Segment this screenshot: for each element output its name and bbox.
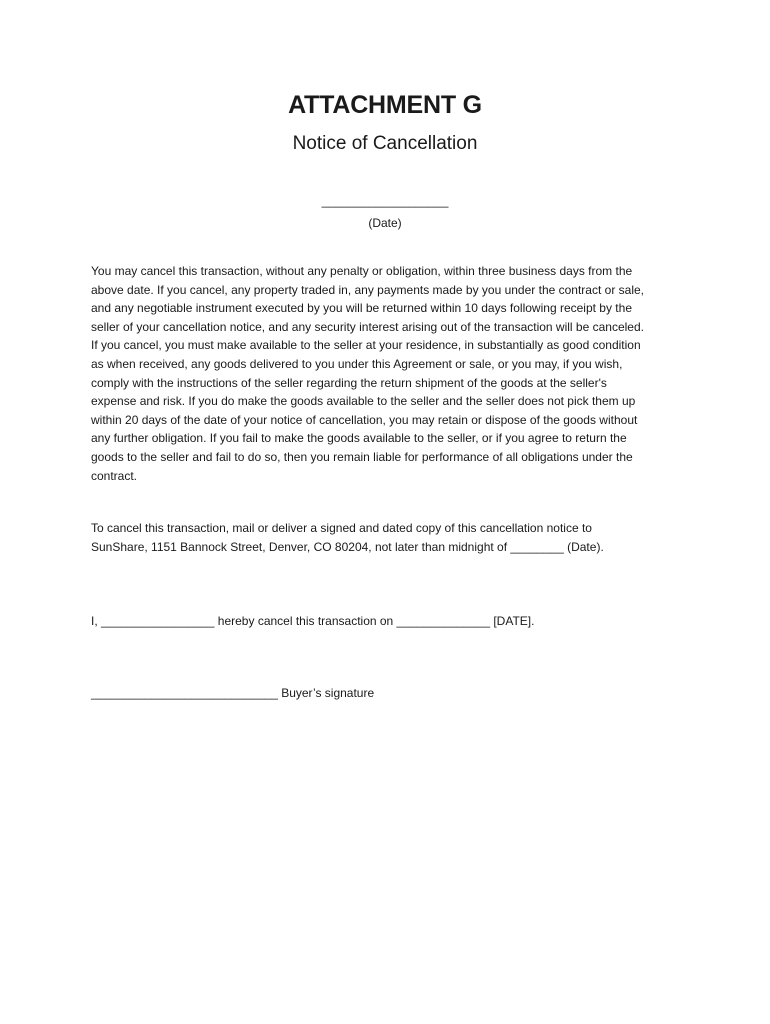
cancellation-instructions-paragraph	[91, 519, 691, 556]
paragraph-line: seller of your cancellation notice, and any security interest arising out of the transaction will be canceled.	[91, 319, 644, 334]
date-blank-line: ___________________	[321, 194, 449, 208]
paragraph-line: expense and risk. If you do make the goods available to the seller and the seller does not pick them up	[91, 394, 636, 409]
paragraph-line: If you cancel, you must make available to the seller at your residence, in substantially as good condition	[91, 338, 641, 353]
paragraph-line: To cancel this transaction, mail or deliver a signed and dated copy of this cancellation notice to	[91, 521, 592, 535]
document-title: ATTACHMENT G	[288, 91, 482, 119]
date-caption: (Date)	[368, 216, 402, 230]
paragraph-line: comply with the instructions of the seller regarding the return shipment of the goods at the seller's	[91, 375, 607, 390]
document-subtitle: Notice of Cancellation	[292, 133, 478, 154]
paragraph-line: contract.	[91, 468, 138, 483]
paragraph-line: any further obligation. If you fail to make the goods available to the seller, or if you agree to return the	[91, 431, 627, 446]
paragraph-line: above date. If you cancel, any property traded in, any payments made by you under the contract or sale,	[91, 282, 644, 297]
buyer-signature-line: ____________________________ Buyer’s signature	[91, 686, 375, 700]
paragraph-line: goods to the seller and fail to do so, then you remain liable for performance of all obligations under the	[91, 449, 633, 464]
paragraph-line: as when received, any goods delivered to you under this Agreement or sale, or you may, if you wish,	[91, 356, 623, 371]
paragraph-line: You may cancel this transaction, without any penalty or obligation, within three business days from the	[91, 264, 633, 278]
cancel-statement-line: I, _________________ hereby cancel this transaction on ______________ [DATE].	[91, 614, 535, 628]
paragraph-line: within 20 days of the date of your notice of cancellation, you may retain or dispose of the goods without	[91, 412, 638, 427]
cancellation-terms-paragraph	[91, 262, 691, 485]
paragraph-line: SunShare, 1151 Bannock Street, Denver, CO 80204, not later than midnight of ________ (Date).	[91, 539, 604, 554]
paragraph-line: and any negotiable instrument executed by you will be returned within 10 days following receipt by the	[91, 301, 632, 316]
